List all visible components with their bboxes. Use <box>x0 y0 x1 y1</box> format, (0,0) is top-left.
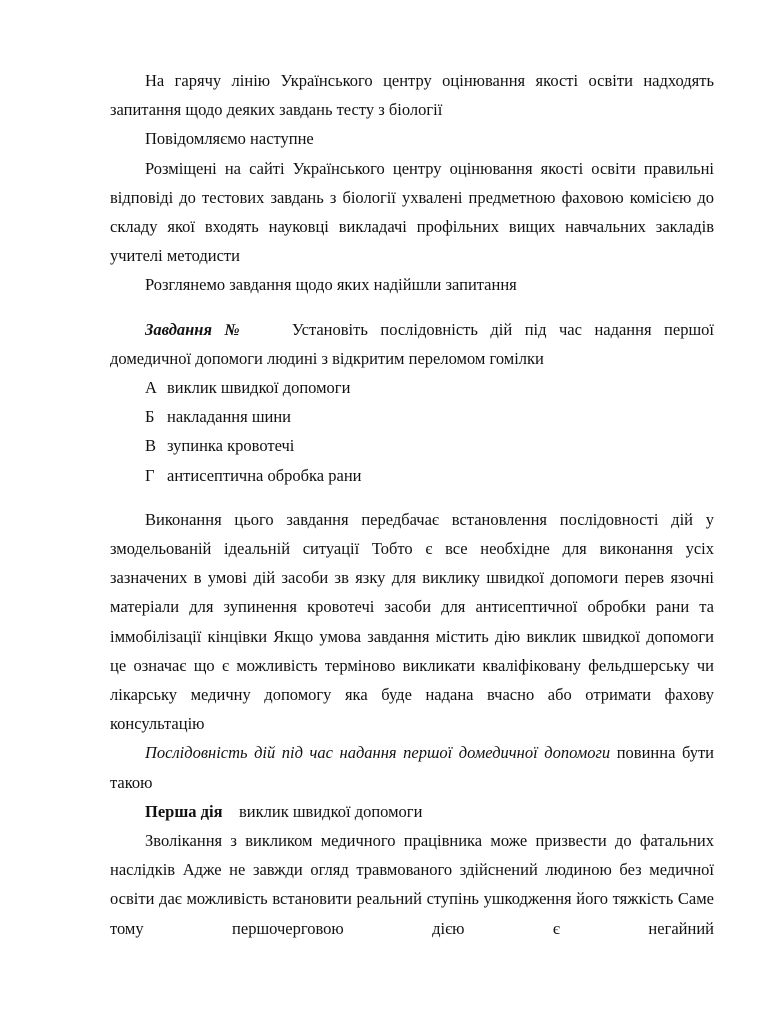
option-a <box>110 373 714 402</box>
first-action-paragraph <box>110 797 714 826</box>
option-letter: А <box>145 378 157 398</box>
task-text: Установіть послідовність дій під час надання першої домедичної допомоги людині з відкритим переломом гомілки <box>110 319 714 368</box>
task-statement <box>110 315 714 373</box>
option-letter: Б <box>145 407 155 427</box>
sequence-rest: повинна бути такою <box>110 743 714 792</box>
option-letter: Г <box>145 465 155 485</box>
spacer <box>110 490 714 505</box>
option-v <box>110 431 714 460</box>
option-text: накладання шини <box>167 407 292 427</box>
task-options <box>110 373 714 490</box>
option-b <box>110 402 714 431</box>
spacer <box>110 300 714 315</box>
consider-paragraph: Розглянемо завдання щодо яких надійшли запитання <box>145 275 517 295</box>
sequence-paragraph <box>110 738 714 796</box>
option-g <box>110 461 714 490</box>
sequence-italic: Послідовність дій під час надання першої домедичної допомоги <box>145 743 611 763</box>
first-action-text: виклик швидкої допомоги <box>239 801 423 821</box>
task-label: Завдання № <box>145 319 248 339</box>
document-page <box>110 66 714 943</box>
first-action-label: Перша дія <box>145 801 223 821</box>
explanation-paragraph: Виконання цього завдання передбачає встановлення послідовності дій у змодельованій ідеальній ситуації Тобто є все необхідне для виконання усіх зазначених в умові дій засоби зв язку для виклику швидкої допомоги перев язочні матеріали для зупинення кровотечі засоби для антисептичної обробки рани та іммобілізації кінцівки Якщо умова завдання містить дію виклик швидкої допомоги це означає що є можливість терміново викликати кваліфіковану фельдшерську чи лікарську медичну допомогу яка буде надана вчасно або отримати фахову консультацію <box>110 509 714 734</box>
option-text: антисептична обробка рани <box>167 465 362 485</box>
option-letter: В <box>145 436 157 456</box>
intro-paragraph: На гарячу лінію Українського центру оцінювання якості освіти надходять запитання щодо деяких завдань тесту з біології <box>110 71 714 120</box>
option-text: виклик швидкої допомоги <box>167 378 351 398</box>
option-text: зупинка кровотечі <box>167 436 295 456</box>
answers-paragraph: Розміщені на сайті Українського центру оцінювання якості освіти правильні відповіді до тестових завдань з біології ухвалені предметною фаховою комісією до складу якої входять науковці викладачі профільних вищих навчальних закладів учителі методисти <box>110 158 714 266</box>
delay-paragraph: Зволікання з викликом медичного працівника може призвести до фатальних наслідків Адже не завжди огляд травмованого здійснений людиною без медичної освіти дає можливість встановити реальний ступінь ушкодження його тяжкість Саме тому першочерговою дією є негайний <box>110 831 714 938</box>
notify-paragraph: Повідомляємо наступне <box>145 129 314 149</box>
